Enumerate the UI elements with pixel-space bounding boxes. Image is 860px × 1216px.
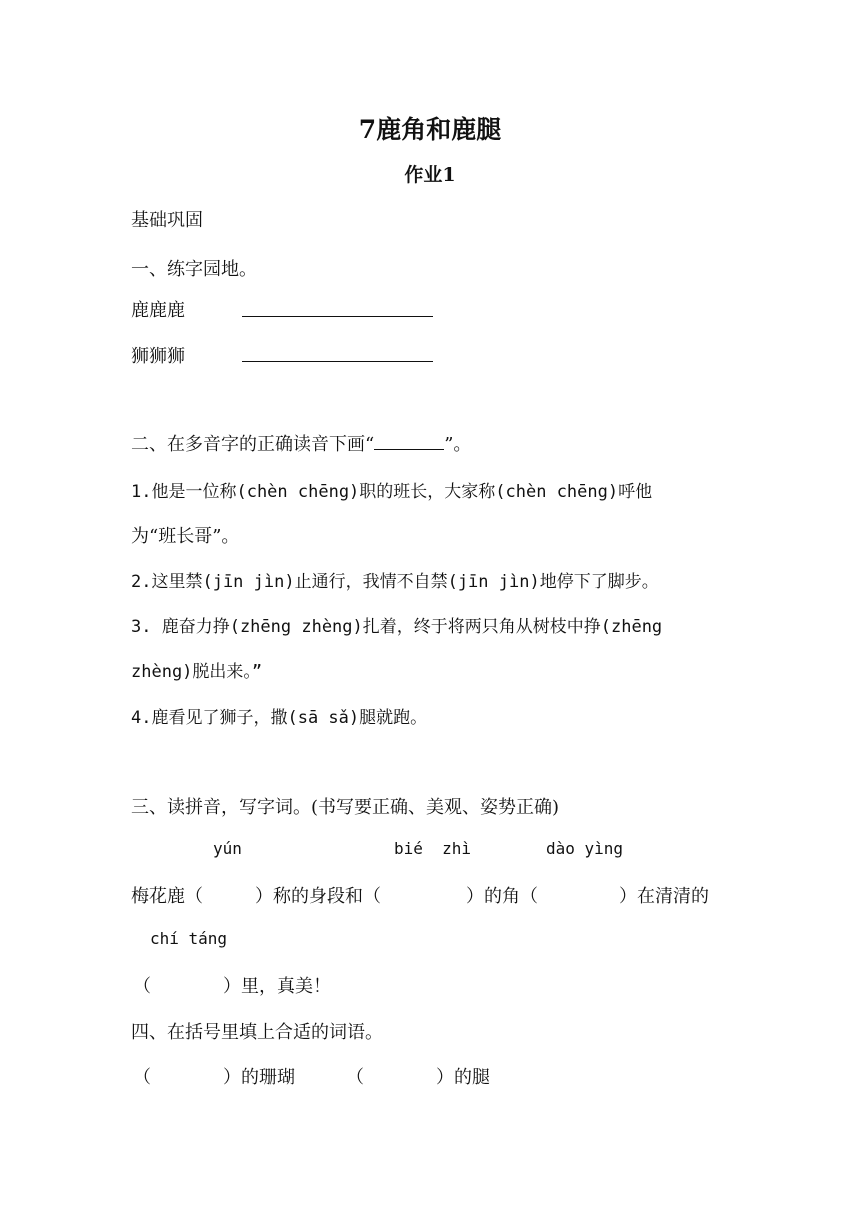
pinyin-hint: chí táng bbox=[150, 929, 228, 948]
q2-item: 1.他是一位称(chèn chēng)职的班长，大家称(chèn chēng)呼他 bbox=[131, 482, 653, 502]
q2-underline-sample bbox=[374, 432, 444, 450]
q2-title bbox=[131, 430, 471, 456]
q2-item: 4.鹿看见了狮子，撒(sā sǎ)腿就跑。 bbox=[131, 708, 428, 728]
q3-text: ）在清清的 bbox=[619, 886, 709, 907]
q2-title-end: ”。 bbox=[444, 434, 472, 455]
q3-text: （ bbox=[133, 976, 151, 997]
q2-item: 3. 鹿奋力挣(zhēng zhèng)扎着，终于将两只角从树枝中挣(zhēng bbox=[131, 617, 663, 637]
pinyin-hint: yún bbox=[213, 839, 242, 858]
q4-text: （ bbox=[346, 1067, 364, 1088]
q4-title: 四、在括号里填上合适的词语。 bbox=[131, 1022, 383, 1043]
page-subtitle: 作业1 bbox=[404, 164, 456, 186]
q3-text: ）称的身段和（ bbox=[255, 886, 381, 907]
q4-text: （ bbox=[133, 1067, 151, 1088]
q1-answer-line[interactable] bbox=[242, 316, 433, 317]
q2-item: 2.这里禁(jīn jìn)止通行，我情不自禁(jīn jìn)地停下了脚步。 bbox=[131, 572, 659, 592]
pinyin-hint: bié zhì bbox=[394, 839, 472, 858]
q3-text: ）的角（ bbox=[466, 886, 538, 907]
q1-row-label: 鹿鹿鹿 bbox=[131, 300, 185, 321]
q3-text: 梅花鹿（ bbox=[131, 886, 203, 907]
q1-row-label: 狮狮狮 bbox=[131, 346, 185, 367]
q2-title-start: 二、在多音字的正确读音下画“ bbox=[131, 434, 375, 455]
q1-title: 一、练字园地。 bbox=[131, 259, 257, 280]
page-title: 7鹿角和鹿腿 bbox=[358, 115, 502, 144]
pinyin-hint: dào yìng bbox=[546, 839, 624, 858]
q2-item: 为“班长哥”。 bbox=[131, 526, 240, 547]
q3-text: ）里，真美！ bbox=[223, 976, 331, 997]
q1-answer-line[interactable] bbox=[242, 361, 433, 362]
q4-text: ）的腿 bbox=[436, 1067, 490, 1088]
section-heading: 基础巩固 bbox=[131, 210, 203, 231]
q3-title: 三、读拼音，写字词。(书写要正确、美观、姿势正确) bbox=[131, 797, 560, 818]
q4-text: ）的珊瑚 bbox=[223, 1067, 295, 1088]
q2-item: zhèng)脱出来。” bbox=[131, 662, 263, 682]
